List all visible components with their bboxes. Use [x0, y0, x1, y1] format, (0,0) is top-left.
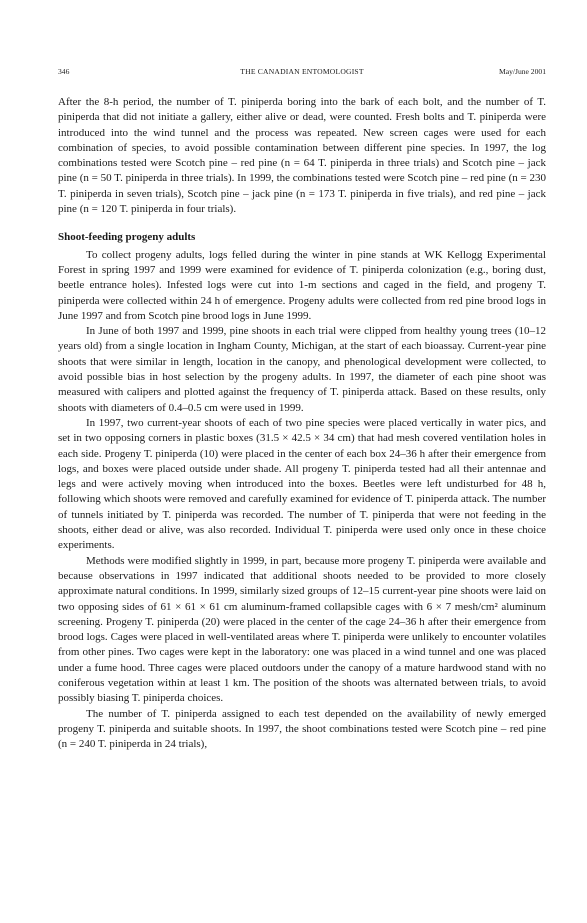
paragraph-test-numbers: The number of T. piniperda assigned to each test depended on the availability of newly emerged progeny T. piniperda and suitable shoots. In 1997, the shoot combinations tested were Scotch pine – red pine (n = 240 T. piniperda in 24 trials), — [58, 707, 546, 751]
section-heading: Shoot-feeding progeny adults — [58, 231, 196, 244]
paragraph-progeny-collection: To collect progeny adults, logs felled during the winter in pine stands at WK Kellogg Experimental Forest in spring 1997 and 1999 were examined for evidence of T. piniperda colonization (e.g., boring dust, beetle entrance holes). Infested logs were cut into 1-m sections and caged in the field, and progeny T. piniperda were collected within 24 h of emergence. Progeny adults were collected from red pine brood logs in June 1997 and from Scotch pine brood logs in June 1999. — [58, 248, 546, 322]
paragraph-1999-methods: Methods were modified slightly in 1999, in part, because more progeny T. piniperda were available and because observations in 1997 indicated that additional shoots needed to be provided to more closely approximate natural conditions. In 1999, similarly sized groups of 12–15 current-year pine shoots were laid on two opposing sides of 61 × 61 × 61 cm aluminum-framed collapsible cages with 6 × 7 mesh/cm² aluminum screening. Progeny T. piniperda (20) were placed in the center of the cage 24–36 h after their emergence from brood logs. Cages were placed in well-ventilated areas where T. piniperda were unlikely to encounter volatiles from other pines. Two cages were kept in the laboratory: one was placed in a wind tunnel and one was placed under a fume hood. Three cages were placed outdoors under the canopy of a mature hardwood stand with no coniferous vegetation within at least 1 km. The position of the shoots was alternated between trials, to avoid possibly biasing T. piniperda choices. — [58, 554, 546, 705]
article-body — [58, 95, 546, 752]
issue-date: May/June 2001 — [498, 67, 546, 76]
page-number: 346 — [58, 67, 70, 76]
running-header — [58, 66, 546, 78]
journal-title: THE CANADIAN ENTOMOLOGIST — [240, 67, 364, 76]
paragraph-1997-methods: In 1997, two current-year shoots of each of two pine species were placed vertically in water pics, and set in two opposing corners in plastic boxes (31.5 × 42.5 × 34 cm) that had mesh covered ventilation holes in each side. Progeny T. piniperda (10) were placed in the center of each box 24–36 h after their emergence from logs, and boxes were placed outside under shade. All progeny T. piniperda tested had all their antennae and legs and were actively moving when introduced into the boxes. Beetles were left undisturbed for 48 h, following which shoots were removed and carefully examined for evidence of T. piniperda attack. The number of tunnels initiated by T. piniperda was recorded. The number of T. piniperda that were not feeding in the shoots, either dead or alive, was also recorded. Individual T. piniperda were used only once in these choice experiments. — [58, 416, 546, 552]
paragraph-wind-tunnel-end: After the 8-h period, the number of T. piniperda boring into the bark of each bolt, and the number of T. piniperda that did not initiate a gallery, either alive or dead, were counted. Fresh bolts and T. piniperda were introduced into the wind tunnel and the process was repeated. New screen cages were used for each combination of species, to avoid possible contamination between different pine species. In 1997, the log combinations tested were Scotch pine – red pine (n = 64 T. piniperda in three trials) and Scotch pine – jack pine (n = 50 T. piniperda in three trials). In 1999, the combinations tested were Scotch pine – red pine (n = 230 T. piniperda in seven trials), Scotch pine – jack pine (n = 173 T. piniperda in five trials), and red pine – jack pine (n = 120 T. piniperda in four trials). — [58, 96, 546, 216]
paragraph-shoot-selection: In June of both 1997 and 1999, pine shoots in each trial were clipped from healthy young trees (10–12 years old) from a single location in Ingham County, Michigan, at the start of each bioassay. Current-year pine shoots that were similar in length, location in the canopy, and phenological development were collected, to avoid possible bias in host selection by the progeny adults. In 1997, the diameter of each pine shoot was measured with calipers and plotted against the frequency of T. piniperda attack. Based on these results, only shoots with diameters of 0.4–0.5 cm were used in 1999. — [58, 325, 546, 414]
